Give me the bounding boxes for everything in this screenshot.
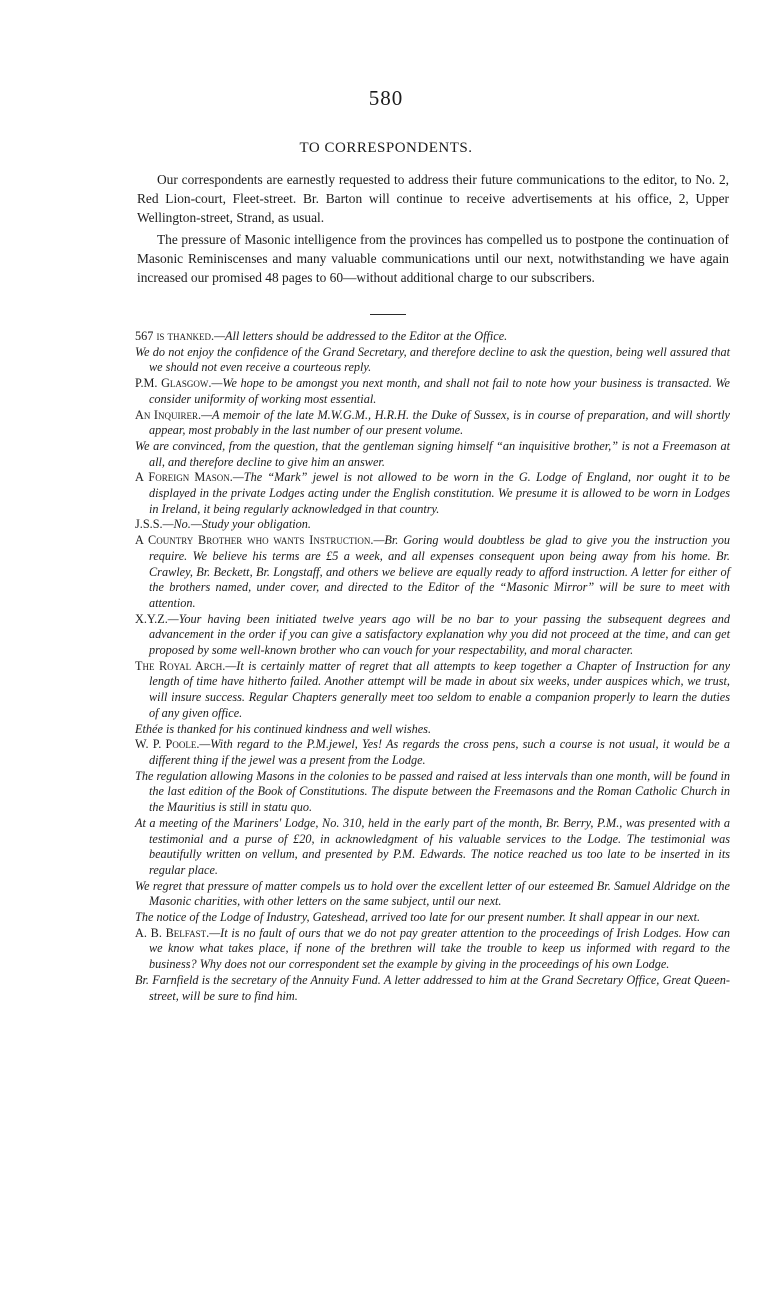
note-text: —We hope to be amongst you next month, and shall not fail to note how your business is transacted. We consider uniformity of working most essential. <box>149 376 730 406</box>
note-text: Ethée is thanked for his continued kindness and well wishes. <box>135 721 432 736</box>
correspondent-note <box>135 408 730 439</box>
note-addressee: An Inquirer. <box>135 407 202 422</box>
note-addressee: P.M. Glasgow. <box>135 376 212 391</box>
note-text: —The “Mark” jewel is not allowed to be worn in the G. Lodge of England, nor ought it to be displayed in the private Lodges acting under the English constitution. We presume it is allowed to be worn in Lodges in Ireland, it being regularly acknowledged in that country. <box>149 470 730 516</box>
note-text: We regret that pressure of matter compels us to hold over the excellent letter of our esteemed Br. Samuel Aldridge on the Masonic charities, with other letters on the same subject, until our next. <box>135 878 730 909</box>
intro-notice <box>137 170 729 289</box>
note-text: The regulation allowing Masons in the colonies to be passed and raised at less intervals than one month, will be found in the last edition of the Book of Constitutions. The dispute between the Freemasons and the Roman Catholic Church in the Mauritius is still in statu quo. <box>135 768 730 815</box>
correspondent-note <box>135 879 730 910</box>
note-text: —A memoir of the late M.W.G.M., H.R.H. the Duke of Sussex, is in course of preparation, and will shortly appear, most probably in the last number of our present volume. <box>149 407 730 438</box>
correspondent-note <box>135 973 730 1004</box>
correspondent-note <box>135 376 730 407</box>
note-text: The notice of the Lodge of Industry, Gateshead, arrived too late for our present number. It shall appear in our next. <box>135 910 701 925</box>
correspondent-note <box>135 612 730 659</box>
page-number: 580 <box>368 86 404 110</box>
correspondent-note <box>135 470 730 517</box>
note-text: —All letters should be addressed to the Editor at the Office. <box>214 329 508 343</box>
note-addressee: A. B. Belfast. <box>135 925 210 940</box>
note-addressee: 567 is thanked. <box>135 329 215 343</box>
correspondent-note <box>135 517 730 533</box>
note-text: —Your having been initiated twelve years ago will be no bar to your passing the subsequent degrees and advancement in the order if you can give a satisfactory explanation why you did not proceed at the time, and can get proposed by some well-known brother who can vouch for your respectability, and moral character. <box>149 611 730 658</box>
correspondent-notes <box>135 329 730 1004</box>
note-addressee: The Royal Arch. <box>135 658 226 673</box>
correspondent-note <box>135 329 730 345</box>
note-text: —It is no fault of ours that we do not pay greater attention to the proceedings of Irish Lodges. How can we know what takes place, if none of the brethren will take the trouble to keep us informed with regard to the business? Why does not our correspondent set the example by giving in the proceedings of his own Lodge. <box>149 925 730 972</box>
note-addressee: A Foreign Mason. <box>135 470 233 485</box>
correspondent-note <box>135 910 730 926</box>
note-text: —It is certainly matter of regret that all attempts to keep together a Chapter of Instruction for any length of time have hitherto failed. Another attempt will be made in about six weeks, under auspices which, we trust, will insure success. Regular Chapters generally meet too seldom to enable a companion properly to learn the duties of any given office. <box>149 658 731 720</box>
correspondent-note <box>135 345 730 376</box>
note-text: We do not enjoy the confidence of the Grand Secretary, and therefore decline to ask the question, being well assured that we should not even receive a courteous reply. <box>135 344 730 375</box>
correspondent-note <box>135 659 730 722</box>
note-text: Br. Farnfield is the secretary of the Annuity Fund. A letter addressed to him at the Grand Secretary Office, Great Queen-street, will be sure to find him. <box>135 972 730 1003</box>
note-addressee: W. P. Poole. <box>135 737 200 752</box>
note-text: —No.—Study your obligation. <box>162 517 311 532</box>
note-text: At a meeting of the Mariners' Lodge, No. 310, held in the early part of the month, Br. Berry, P.M., was presented with a testimonial and a purse of £20, in acknowledgment of his valuable services to the Lodge. The testimonial was beautifully written on vellum, and presented by P.M. Edwards. The notice reached us too late to be inserted in its regular place. <box>135 815 730 877</box>
note-addressee: A Country Brother who wants Instruction. <box>135 533 374 548</box>
correspondent-note <box>135 533 730 612</box>
note-text: —Br. Goring would doubtless be glad to give you the instruction you require. We believe his terms are £5 a week, and all expenses consequent upon being away from his home. Br. Crawley, Br. Beckett, Br. Longstaff, and others we believe are equally ready to afford instruction. A letter for either of the brothers named, under cover, and directed to the Editor of the “Masonic Mirror” will be sure to meet with attention. <box>149 533 731 610</box>
correspondent-note <box>135 816 730 879</box>
section-divider <box>370 314 406 315</box>
correspondent-note <box>135 439 730 470</box>
correspondent-note <box>135 722 730 738</box>
correspondent-note <box>135 737 730 768</box>
intro-paragraph: The pressure of Masonic intelligence from the provinces has compelled us to postpone the continuation of Masonic Reminiscenses and many valuable communications until our next, notwithstanding we have again increased our promised 48 pages to 60—without additional charge to our subscribers. <box>137 231 729 286</box>
intro-paragraph: Our correspondents are earnestly requested to address their future communications to the editor, to No. 2, Red Lion-court, Fleet-street. Br. Barton will continue to receive advertisements at his office, 2, Upper Wellington-street, Strand, as usual. <box>137 172 729 226</box>
note-addressee: J.S.S. <box>135 517 163 532</box>
correspondent-note <box>135 926 730 973</box>
correspondent-note <box>135 769 730 816</box>
note-text: We are convinced, from the question, that the gentleman signing himself “an inquisitive brother,” is not a Freemason at all, and therefore decline to give him an answer. <box>135 438 730 469</box>
section-heading: TO CORRESPONDENTS. <box>299 140 473 156</box>
note-addressee: X.Y.Z. <box>135 611 168 626</box>
note-text: —With regard to the P.M.jewel, Yes! As regards the cross pens, such a course is not usual, it would be a different thing if the jewel was a present from the Lodge. <box>149 737 730 767</box>
